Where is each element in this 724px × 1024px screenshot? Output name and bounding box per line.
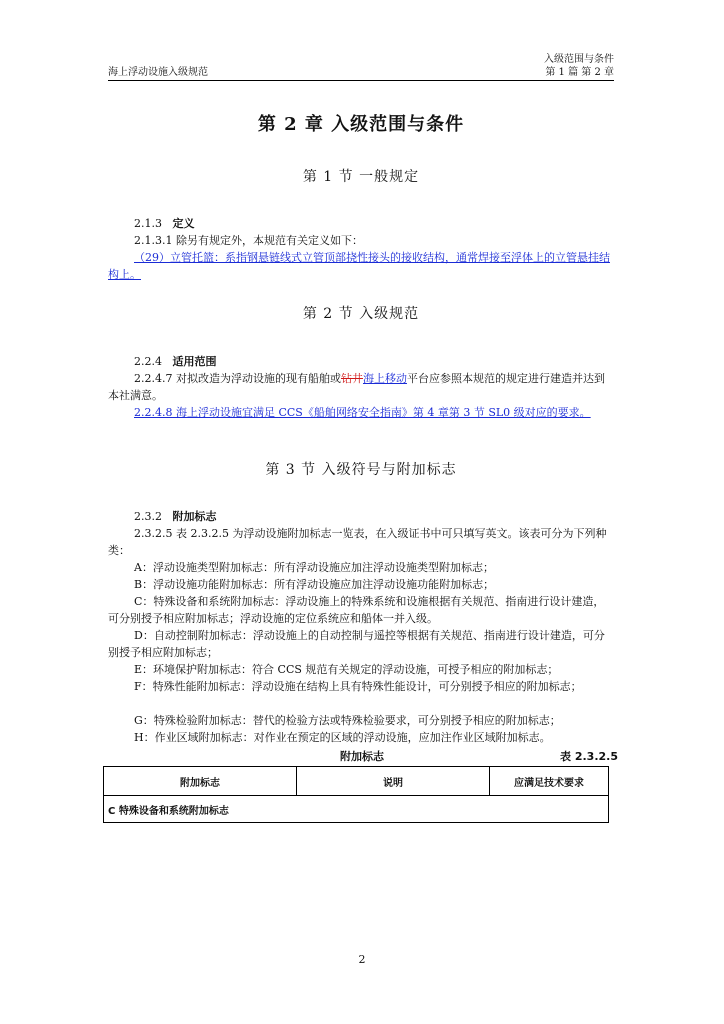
- list-item-b: B：浮动设施功能附加标志：所有浮动设施应加注浮动设施功能附加标志；: [134, 578, 495, 591]
- running-header-right-top: 入级范围与条件: [544, 54, 614, 65]
- section-1-heading: [108, 215, 614, 232]
- heading-number: 2.2.4: [134, 355, 162, 368]
- heading-number: 2.1.3: [134, 217, 162, 230]
- running-header-right-bottom: 第 1 篇 第 2 章: [545, 67, 614, 78]
- inserted-text: 2.2.4.8 海上浮动设施宜满足 CCS《船舶网络安全指南》第 4 章第 3 节 SL0 级对应的要求。: [134, 406, 591, 419]
- table-number: 表 2.3.2.5: [560, 750, 618, 763]
- section-3-title: 第 3 节 入级符号与附加标志: [265, 462, 457, 478]
- table-caption: 附加标志: [340, 750, 384, 763]
- chapter-title: 第 2 章 入级范围与条件: [257, 114, 465, 135]
- table-group-cell: C 特殊设备和系统附加标志: [104, 796, 609, 823]
- section-2-heading: [108, 353, 614, 370]
- paragraph-2-2-4-7: [108, 370, 614, 404]
- heading-text: 定义: [172, 217, 195, 230]
- list-item-f: F：特殊性能附加标志：浮动设施在结构上具有特殊性能设计，可分别授予相应的附加标志；: [134, 680, 582, 693]
- heading-text: 附加标志: [172, 510, 217, 523]
- list-item-g: G：特殊检验附加标志：替代的检验方法或特殊检验要求，可分别授予相应的附加标志；: [134, 714, 561, 727]
- list-item-c: C：特殊设备和系统附加标志：浮动设施上的特殊系统和设施根据有关规范、指南进行设计建造，可分别授予相应附加标志；浮动设施的定位系统应和船体一并入级。: [108, 595, 605, 625]
- paragraph-2-1-3-1: 2.1.3.1 除另有规定外，本规范有关定义如下：: [134, 234, 363, 247]
- list-item-a: A：浮动设施类型附加标志：所有浮动设施应加注浮动设施类型附加标志；: [134, 561, 494, 574]
- table-row: [104, 796, 609, 823]
- header-rule: [108, 80, 614, 81]
- table-header-row: [104, 767, 609, 796]
- page-number: 2: [358, 953, 366, 966]
- heading-number: 2.3.2: [134, 510, 162, 523]
- column-header: 附加标志: [104, 767, 297, 796]
- column-header: 应满足技术要求: [490, 767, 609, 796]
- list-item-h: H：作业区域附加标志：对作业在预定的区域的浮动设施，应加注作业区域附加标志。: [134, 731, 551, 744]
- paragraph-2-3-2-5: 2.3.2.5 表 2.3.2.5 为浮动设施附加标志一览表，在入级证书中可只填写英文。该表可分为下列种类：: [108, 527, 607, 557]
- section-2-title: 第 2 节 入级规范: [302, 306, 420, 322]
- heading-text: 适用范围: [172, 355, 217, 368]
- text-run: 2.2.4.7 对拟改造为浮动设施的现有船舶或: [134, 372, 341, 385]
- inserted-text: （29）立管托篮：系指钢悬链线式立管顶部挠性接头的接收结构，通常焊接至浮体上的立管悬挂结构上。: [108, 251, 610, 281]
- section-3-heading: [108, 508, 614, 525]
- paragraph-2-2-4-8: [108, 404, 614, 421]
- list-item-d: D：自动控制附加标志：浮动设施上的自动控制与遥控等根据有关规范、指南进行设计建造，可分别授予相应附加标志；: [108, 629, 605, 659]
- text-run: 平台应参照本规范的规定进行建造并达到本社满意。: [108, 372, 605, 402]
- paragraph-inserted-29: [108, 249, 614, 283]
- marks-table: [103, 766, 609, 823]
- list-item-e: E：环境保护附加标志：符合 CCS 规范有关规定的浮动设施，可授予相应的附加标志；: [134, 663, 559, 676]
- running-header-left: 海上浮动设施入级规范: [108, 67, 208, 78]
- inserted-text: 海上移动: [362, 372, 407, 385]
- column-header: 说明: [297, 767, 490, 796]
- deleted-text: 钻井: [340, 372, 363, 385]
- section-1-title: 第 1 节 一般规定: [302, 169, 420, 185]
